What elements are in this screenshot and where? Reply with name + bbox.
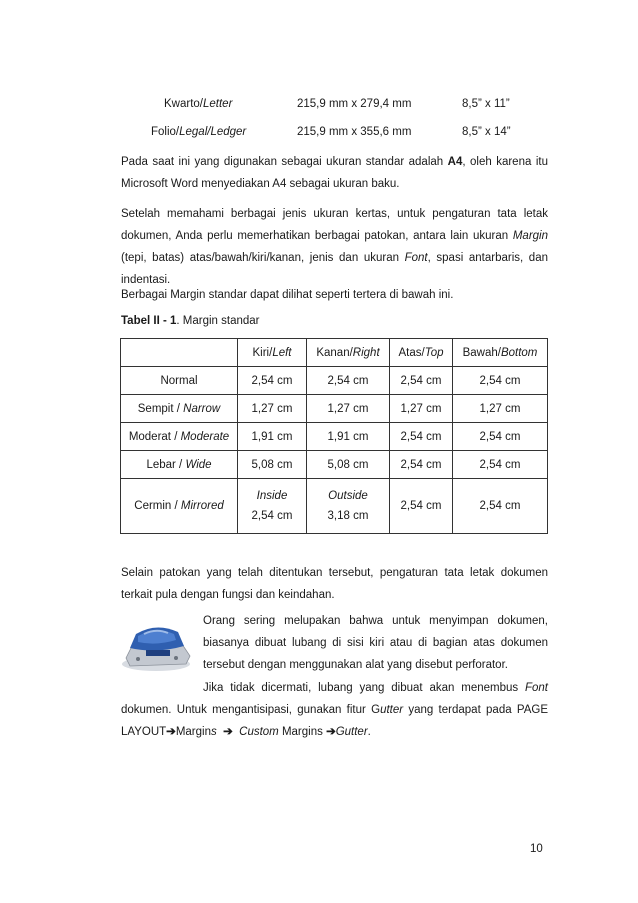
table-cell: 2,54 cm [307,367,390,395]
row-label: Moderat / Moderate [121,423,238,451]
table-cell: 2,54 cm [238,367,307,395]
table-cell: 2,54 cm [390,479,453,534]
paragraph-gutter: Jika tidak dicermati, lubang yang dibuat akan menembus Font dokumen. Untuk mengantisipasi, gunakan fitur Gutter yang terdapat pada PAGE LAYOUT➔Margins ➔ Custom Margins ➔Gutter. [121,682,548,738]
arrow-right-icon: ➔ [223,726,233,738]
row-label: Sempit / Narrow [121,395,238,423]
table-header-cell: Kanan/Right [307,339,390,367]
table-cell: 5,08 cm [307,451,390,479]
table-cell: 1,91 cm [307,423,390,451]
table-row-mirrored [121,479,548,534]
paper-size-row [0,126,638,142]
table-cell: 1,91 cm [238,423,307,451]
table-cell: 2,54 cm [453,367,548,395]
table-header-cell: Bawah/Bottom [453,339,548,367]
arrow-right-icon: ➔ [326,726,336,738]
margin-table [120,338,548,534]
table-header-cell: Atas/Top [390,339,453,367]
table-caption: Tabel II - 1. Margin standar [121,315,260,327]
table-row [121,367,548,395]
table-cell: 2,54 cm [390,367,453,395]
table-cell: 2,54 cm [453,479,548,534]
table-header-empty [121,339,238,367]
row-label: Lebar / Wide [121,451,238,479]
table-cell-inside: Inside 2,54 cm [238,479,307,534]
table-header-cell: Kiri/Left [238,339,307,367]
page-number: 10 [530,843,543,855]
row-label: Normal [121,367,238,395]
table-cell-outside: Outside 3,18 cm [307,479,390,534]
arrow-right-icon: ➔ [166,726,176,738]
table-row [121,395,548,423]
table-cell: 1,27 cm [390,395,453,423]
table-cell: 1,27 cm [453,395,548,423]
paper-size-row [0,98,638,114]
paragraph-margin-intro: Berbagai Margin standar dapat dilihat seperti tertera di bawah ini. [121,289,454,301]
paper-size-inch: 8,5” x 11” [462,98,510,110]
table-cell: 2,54 cm [453,423,548,451]
paper-size-mm: 215,9 mm x 279,4 mm [297,98,412,110]
paragraph-a4-standard: Pada saat ini yang digunakan sebagai ukuran standar adalah A4, oleh karena itu Microsoft Word menyediakan A4 sebagai ukuran baku. [121,156,548,190]
table-row [121,423,548,451]
paper-size-inch: 8,5” x 14” [462,126,511,138]
paper-size-mm: 215,9 mm x 355,6 mm [297,126,412,138]
table-cell: 2,54 cm [390,423,453,451]
table-row [121,451,548,479]
table-cell: 2,54 cm [390,451,453,479]
paragraph-function-beauty: Selain patokan yang telah ditentukan tersebut, pengaturan tata letak dokumen terkait pula dengan fungsi dan keindahan. [121,567,548,601]
paragraph-perforator: Orang sering melupakan bahwa untuk menyimpan dokumen, biasanya dibuat lubang di sisi kiri atau di bagian atas dokumen tersebut dengan menggunakan alat yang disebut perforator. [203,615,548,671]
perforator-image [116,614,196,674]
paper-size-name: Kwarto/Letter [164,98,233,110]
row-label: Cermin / Mirrored [121,479,238,534]
table-cell: 1,27 cm [307,395,390,423]
table-cell: 2,54 cm [453,451,548,479]
table-cell: 1,27 cm [238,395,307,423]
table-cell: 5,08 cm [238,451,307,479]
paper-size-name: Folio/Legal/Ledger [151,126,247,138]
paragraph-layout-guidelines: Setelah memahami berbagai jenis ukuran kertas, untuk pengaturan tata letak dokumen, Anda perlu memerhatikan berbagai patokan, antara lain ukuran Margin (tepi, batas) atas/bawah/kiri/kanan, jenis dan ukuran Font, spasi antarbaris, dan indentasi. [121,208,548,286]
table-header-row [121,339,548,367]
